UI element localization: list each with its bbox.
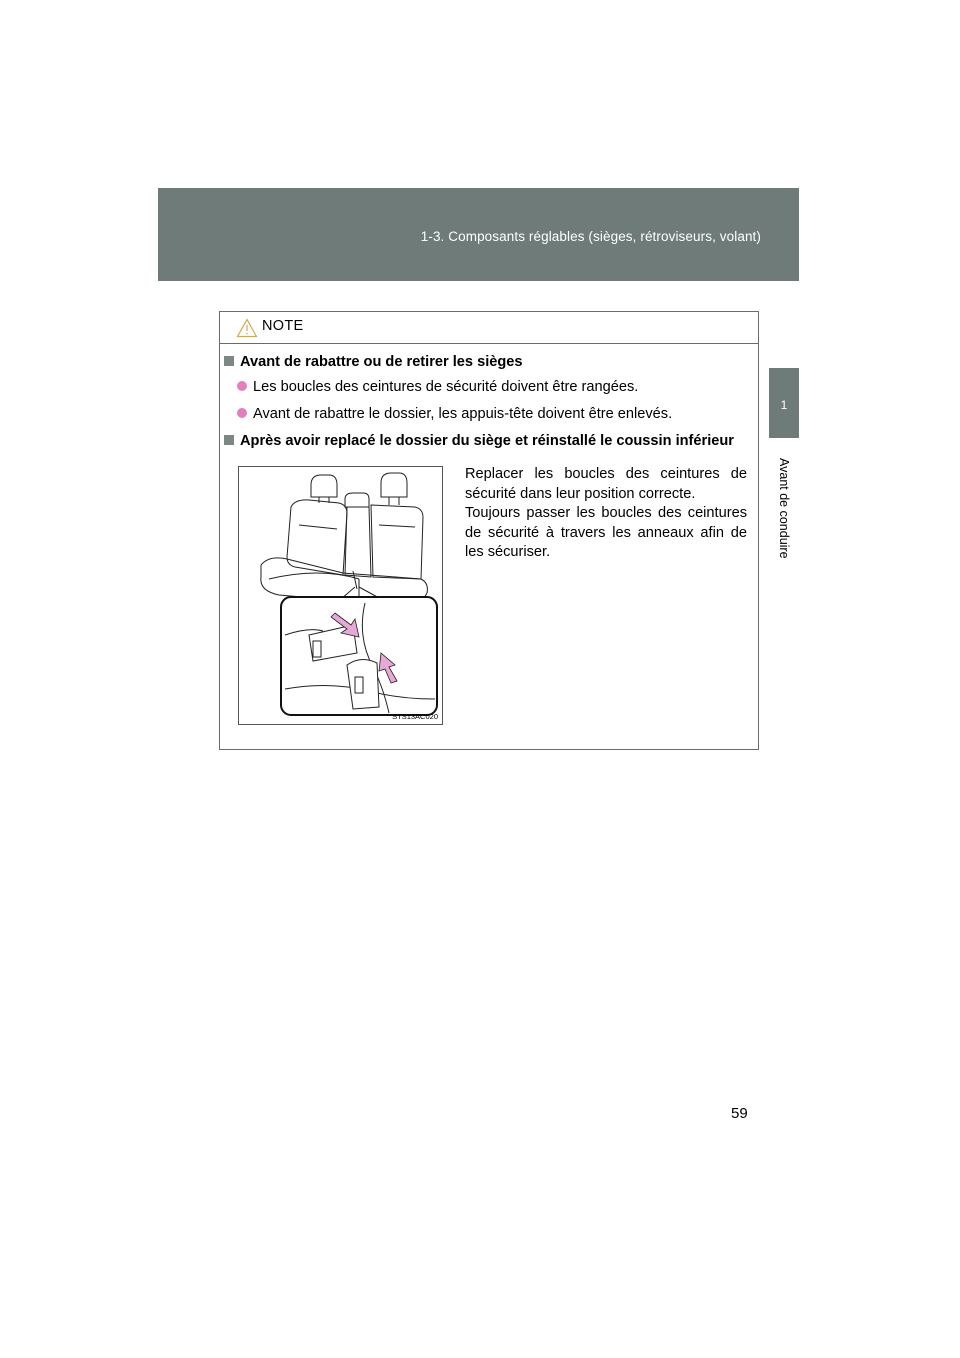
note-box <box>219 311 759 750</box>
square-bullet-icon <box>224 356 234 366</box>
header-band <box>158 188 799 281</box>
warning-triangle-icon <box>236 318 258 338</box>
seat-belt-buckle-illustration <box>238 466 443 725</box>
round-bullet-icon <box>237 381 247 391</box>
note-header <box>220 312 758 344</box>
chapter-label: Avant de conduire <box>777 457 791 559</box>
list-item: Les boucles des ceintures de sécurité doivent être rangées. <box>237 378 638 396</box>
section-heading-1: Avant de rabattre ou de retirer les sièges <box>224 353 523 371</box>
list-item: Avant de rabattre le dossier, les appuis-tête doivent être enlevés. <box>237 405 672 423</box>
square-bullet-icon <box>224 435 234 445</box>
chapter-number: 1 <box>780 398 788 412</box>
instruction-paragraph <box>465 465 747 563</box>
paragraph-1: Replacer les boucles des ceintures de sécurité dans leur position correcte. <box>465 466 747 502</box>
paragraph-2: Toujours passer les boucles des ceintures de sécurité à travers les anneaux afin de les sécuriser. <box>465 505 747 560</box>
section-title: 1-3. Composants réglables (sièges, rétroviseurs, volant) <box>420 229 761 244</box>
chapter-label-container <box>767 448 801 568</box>
chapter-tab <box>769 368 799 438</box>
rear-seat-drawing <box>239 467 442 724</box>
note-title: NOTE <box>262 318 304 334</box>
round-bullet-icon <box>237 408 247 418</box>
figure-code: STS13AC020 <box>392 712 438 721</box>
page-number: 59 <box>731 1105 748 1122</box>
section-heading-2: Après avoir replacé le dossier du siège et réinstallé le coussin inférieur <box>224 432 734 450</box>
